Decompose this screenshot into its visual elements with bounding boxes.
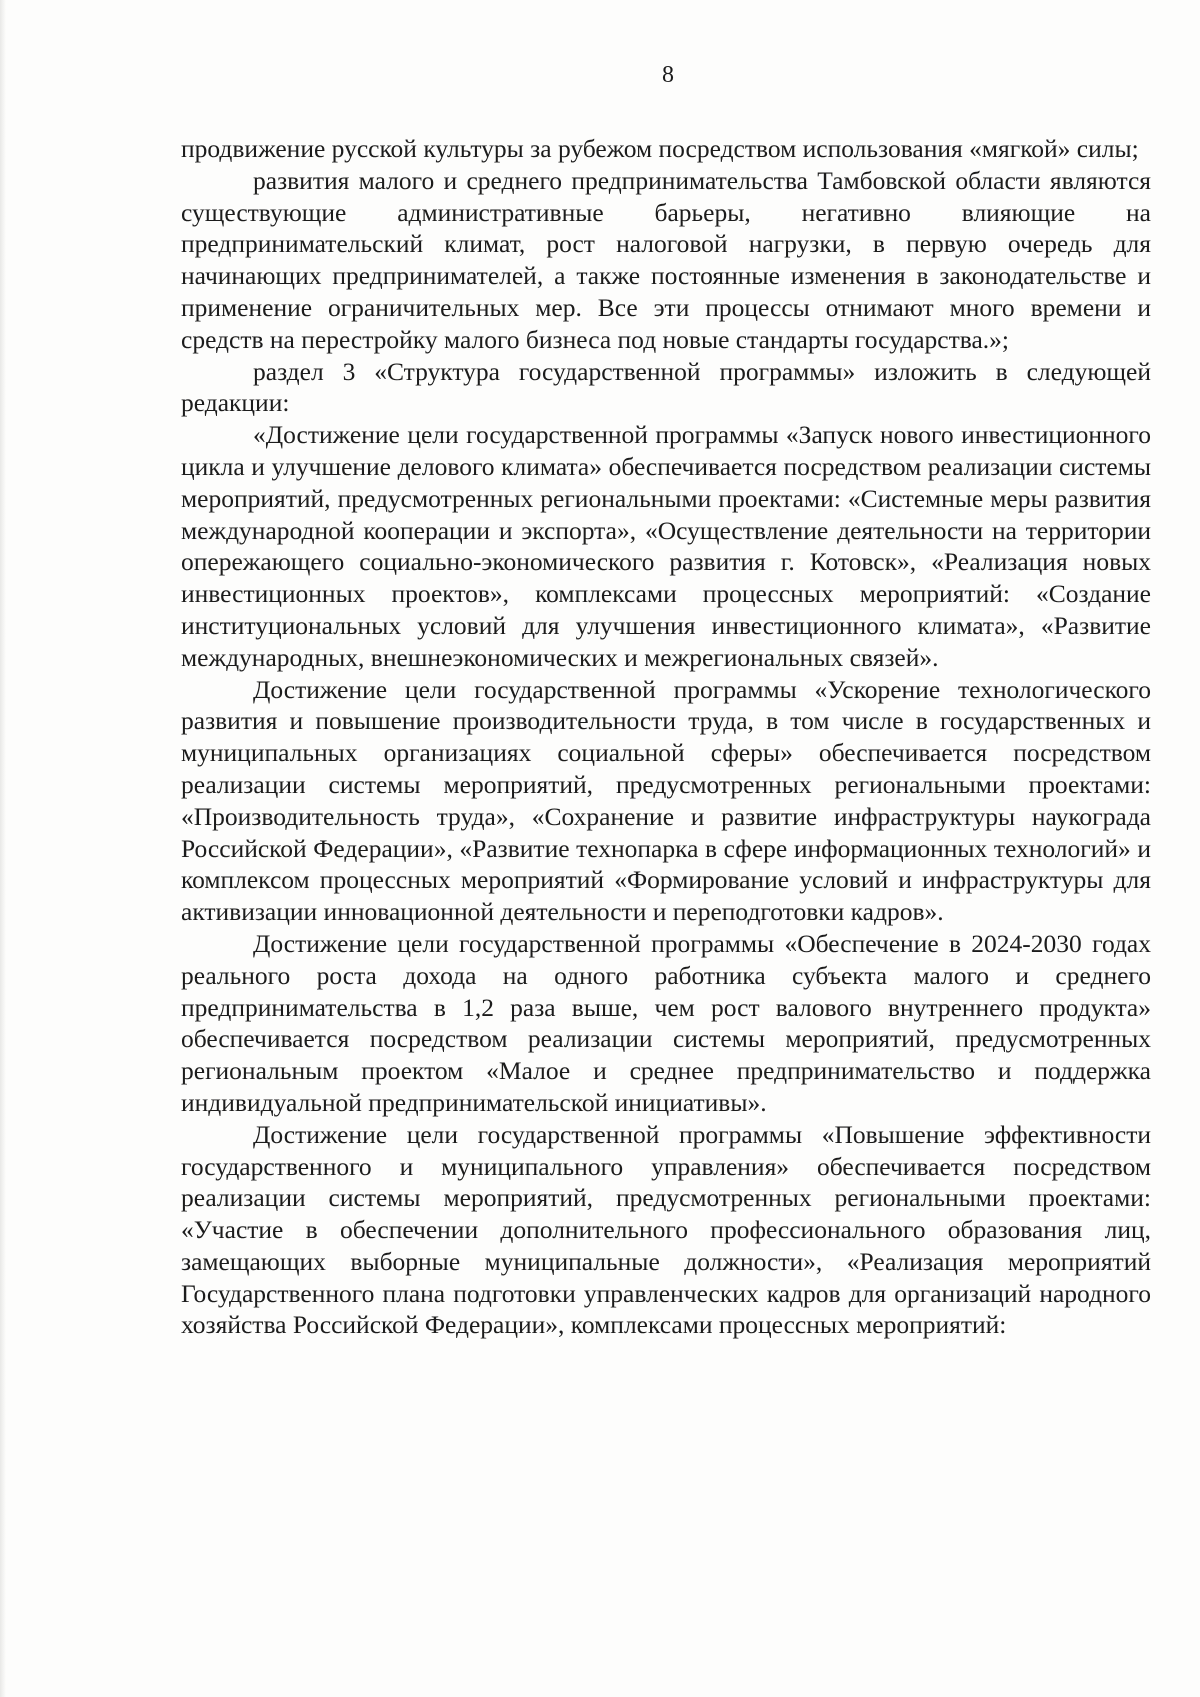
- document-body: [181, 133, 1151, 1341]
- paragraph: раздел 3 «Структура государственной программы» изложить в следующей редакции:: [181, 356, 1151, 418]
- paragraph: Достижение цели государственной программы «Повышение эффективности государственного и муниципального управления» обеспечивается посредством реализации системы мероприятий, предусмотренных региональными проектами: «Участие в обеспечении дополнительного профессионального образования лиц, замещающих выборные муниципальные должности», «Реализация мероприятий Государственного плана подготовки управленческих кадров для организаций народного хозяйства Российской Федерации», комплексами процессных мероприятий:: [181, 1119, 1151, 1340]
- paragraph: Достижение цели государственной программы «Ускорение технологического развития и повышение производительности труда, в том числе в государственных и муниципальных организациях социальной сферы» обеспечивается посредством реализации системы мероприятий, предусмотренных региональными проектами: «Производительность труда», «Сохранение и развитие инфраструктуры наукограда Российской Федерации», «Развитие технопарка в сфере информационных технологий» и комплексом процессных мероприятий «Формирование условий и инфраструктуры для активизации инновационной деятельности и переподготовки кадров».: [181, 674, 1151, 927]
- page-number: 8: [662, 62, 674, 88]
- paragraph: Достижение цели государственной программы «Обеспечение в 2024-2030 годах реального роста дохода на одного работника субъекта малого и среднего предпринимательства в 1,2 раза выше, чем рост валового внутреннего продукта» обеспечивается посредством реализации системы мероприятий, предусмотренных региональным проектом «Малое и среднее предпринимательство и поддержка индивидуальной предпринимательской инициативы».: [181, 928, 1151, 1117]
- paragraph: развития малого и среднего предпринимательства Тамбовской области являются существующие административные барьеры, негативно влияющие на предпринимательский климат, рост налоговой нагрузки, в первую очередь для начинающих предпринимателей, а также постоянные изменения в законодательстве и применение ограничительных мер. Все эти процессы отнимают много времени и средств на перестройку малого бизнеса под новые стандарты государства.»;: [181, 165, 1151, 354]
- paragraph: «Достижение цели государственной программы «Запуск нового инвестиционного цикла и улучшение делового климата» обеспечивается посредством реализации системы мероприятий, предусмотренных региональными проектами: «Системные меры развития международной кооперации и экспорта», «Осуществление деятельности на территории опережающего социально-экономического развития г. Котовск», «Реализация новых инвестиционных проектов», комплексами процессных мероприятий: «Создание институциональных условий для улучшения инвестиционного климата», «Развитие международных, внешнеэкономических и межрегиональных связей».: [181, 420, 1151, 672]
- scan-edge: [0, 0, 6, 1697]
- paragraph: продвижение русской культуры за рубежом посредством использования «мягкой» силы;: [181, 134, 1139, 163]
